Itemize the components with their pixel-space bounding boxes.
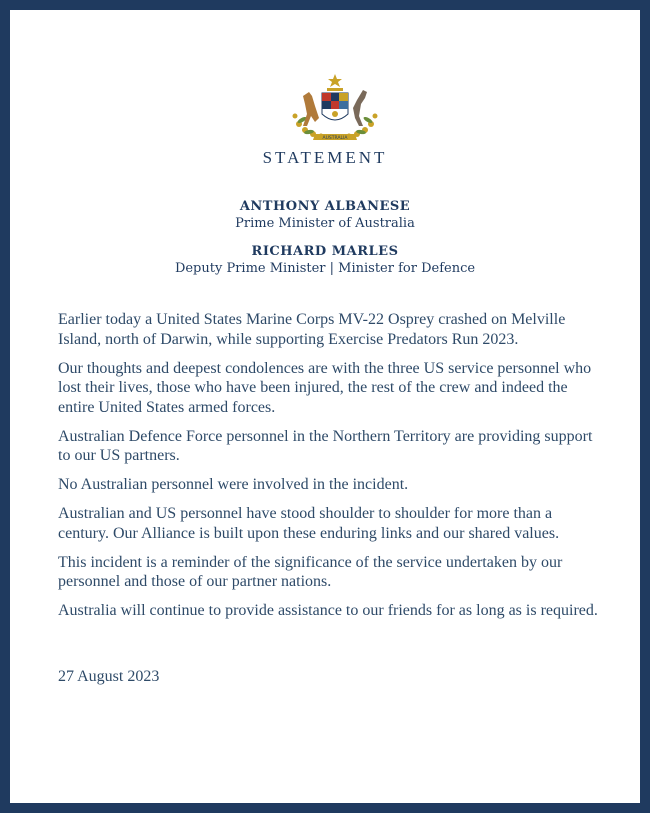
paragraph: This incident is a reminder of the significance of the service undertaken by our personnel and those of our partner nations. — [58, 553, 563, 590]
minister-block-dpm — [10, 243, 640, 278]
coat-of-arms-icon — [285, 72, 385, 146]
paragraph: Earlier today a United States Marine Corps MV-22 Osprey crashed on Melville Island, north of Darwin, while supporting Exercise Predators Run 2023. — [58, 311, 566, 348]
paragraph: Australia will continue to provide assistance to our friends for as long as is required. — [58, 602, 598, 619]
minister-name: ANTHONY ALBANESE — [239, 199, 411, 214]
statement-title: STATEMENT — [262, 148, 388, 167]
minister-name: RICHARD MARLES — [251, 244, 399, 259]
paragraph: Australian Defence Force personnel in the Northern Territory are providing support to our US partners. — [58, 427, 593, 464]
minister-block-pm — [10, 198, 640, 233]
minister-role: Prime Minister of Australia — [235, 216, 415, 231]
statement-card — [10, 10, 640, 803]
minister-role: Deputy Prime Minister | Minister for Defence — [174, 261, 476, 276]
crest-banner-text: AUSTRALIA — [322, 136, 348, 141]
statement-body — [58, 310, 603, 630]
paragraph: Australian and US personnel have stood shoulder to shoulder for more than a century. Our Alliance is built upon these enduring links and our shared values. — [58, 505, 560, 542]
statement-date: 27 August 2023 — [58, 668, 160, 685]
paragraph: No Australian personnel were involved in the incident. — [58, 476, 409, 493]
paragraph: Our thoughts and deepest condolences are with the three US service personnel who lost their lives, those who have been injured, the rest of the crew and indeed the entire United States armed forces. — [58, 359, 592, 416]
